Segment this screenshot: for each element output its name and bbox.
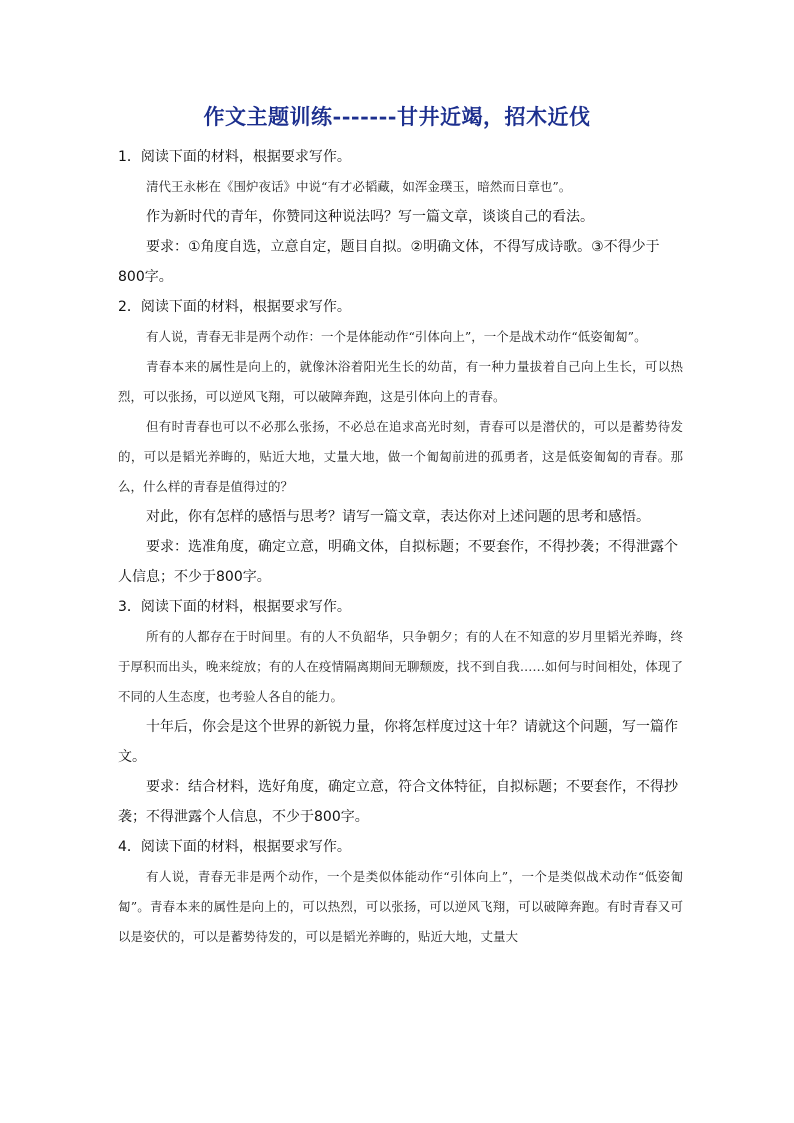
material-paragraph: 青春本来的属性是向上的，就像沐浴着阳光生长的幼苗，有一种力量拔着自己向上生长，可以热烈，可以张扬，可以逆风飞翔，可以破障奔跑，这是引体向上的青春。 <box>118 359 683 404</box>
question-2 <box>118 292 683 592</box>
material-paragraph: 清代王永彬在《围炉夜话》中说“有才必韬藏，如浑金璞玉，暗然而日章也”。 <box>146 179 572 194</box>
writing-prompt: 作为新时代的青年，你赞同这种说法吗？写一篇文章，谈谈自己的看法。 <box>146 209 594 225</box>
writing-prompt: 十年后，你会是这个世界的新锐力量，你将怎样度过这十年？请就这个问题，写一篇作文。 <box>118 719 678 765</box>
material-paragraph: 所有的人都存在于时间里。有的人不负韶华，只争朝夕；有的人在不知意的岁月里韬光养晦，终于厚积而出头，晚来绽放；有的人在疫情隔离期间无聊颓废，找不到自我……如何与时间相处，体现了不同的人生态度，也考验人各自的能力。 <box>118 629 683 704</box>
document-body <box>118 142 683 952</box>
question-3 <box>118 592 683 832</box>
question-heading: 2．阅读下面的材料，根据要求写作。 <box>118 299 351 315</box>
writing-requirements: 要求：①角度自选，立意自定，题目自拟。②明确文体，不得写成诗歌。③不得少于800字。 <box>118 239 660 285</box>
material-paragraph: 有人说，青春无非是两个动作：一个是体能动作“引体向上”，一个是战术动作“低姿匍匐”。 <box>146 329 647 344</box>
question-heading: 1．阅读下面的材料，根据要求写作。 <box>118 149 351 165</box>
page-title: 作文主题训练-------甘井近竭，招木近伐 <box>203 104 591 129</box>
question-1 <box>118 142 683 292</box>
material-paragraph: 但有时青春也可以不必那么张扬，不必总在追求高光时刻，青春可以是潜伏的，可以是蓄势待发的，可以是韬光养晦的，贴近大地，丈量大地，做一个匍匐前进的孤勇者，这是低姿匍匐的青春。那么，什么样的青春是值得过的？ <box>118 419 683 494</box>
writing-requirements: 要求：选准角度，确定立意，明确文体，自拟标题；不要套作，不得抄袭；不得泄露个人信息；不少于800字。 <box>118 539 678 585</box>
writing-requirements: 要求：结合材料，选好角度，确定立意，符合文体特征，自拟标题；不要套作，不得抄袭；不得泄露个人信息，不少于800字。 <box>118 779 678 825</box>
writing-prompt: 对此，你有怎样的感悟与思考？请写一篇文章，表达你对上述问题的思考和感悟。 <box>146 509 650 525</box>
question-heading: 4．阅读下面的材料，根据要求写作。 <box>118 839 351 855</box>
material-paragraph: 有人说，青春无非是两个动作，一个是类似体能动作“引体向上”，一个是类似战术动作“低姿匍匐”。青春本来的属性是向上的，可以热烈，可以张扬，可以逆风飞翔，可以破障奔跑。有时青春又可以是姿伏的，可以是蓄势待发的，可以是韬光养晦的，贴近大地，丈量大 <box>118 869 683 944</box>
question-heading: 3．阅读下面的材料，根据要求写作。 <box>118 599 351 615</box>
question-4 <box>118 832 683 952</box>
